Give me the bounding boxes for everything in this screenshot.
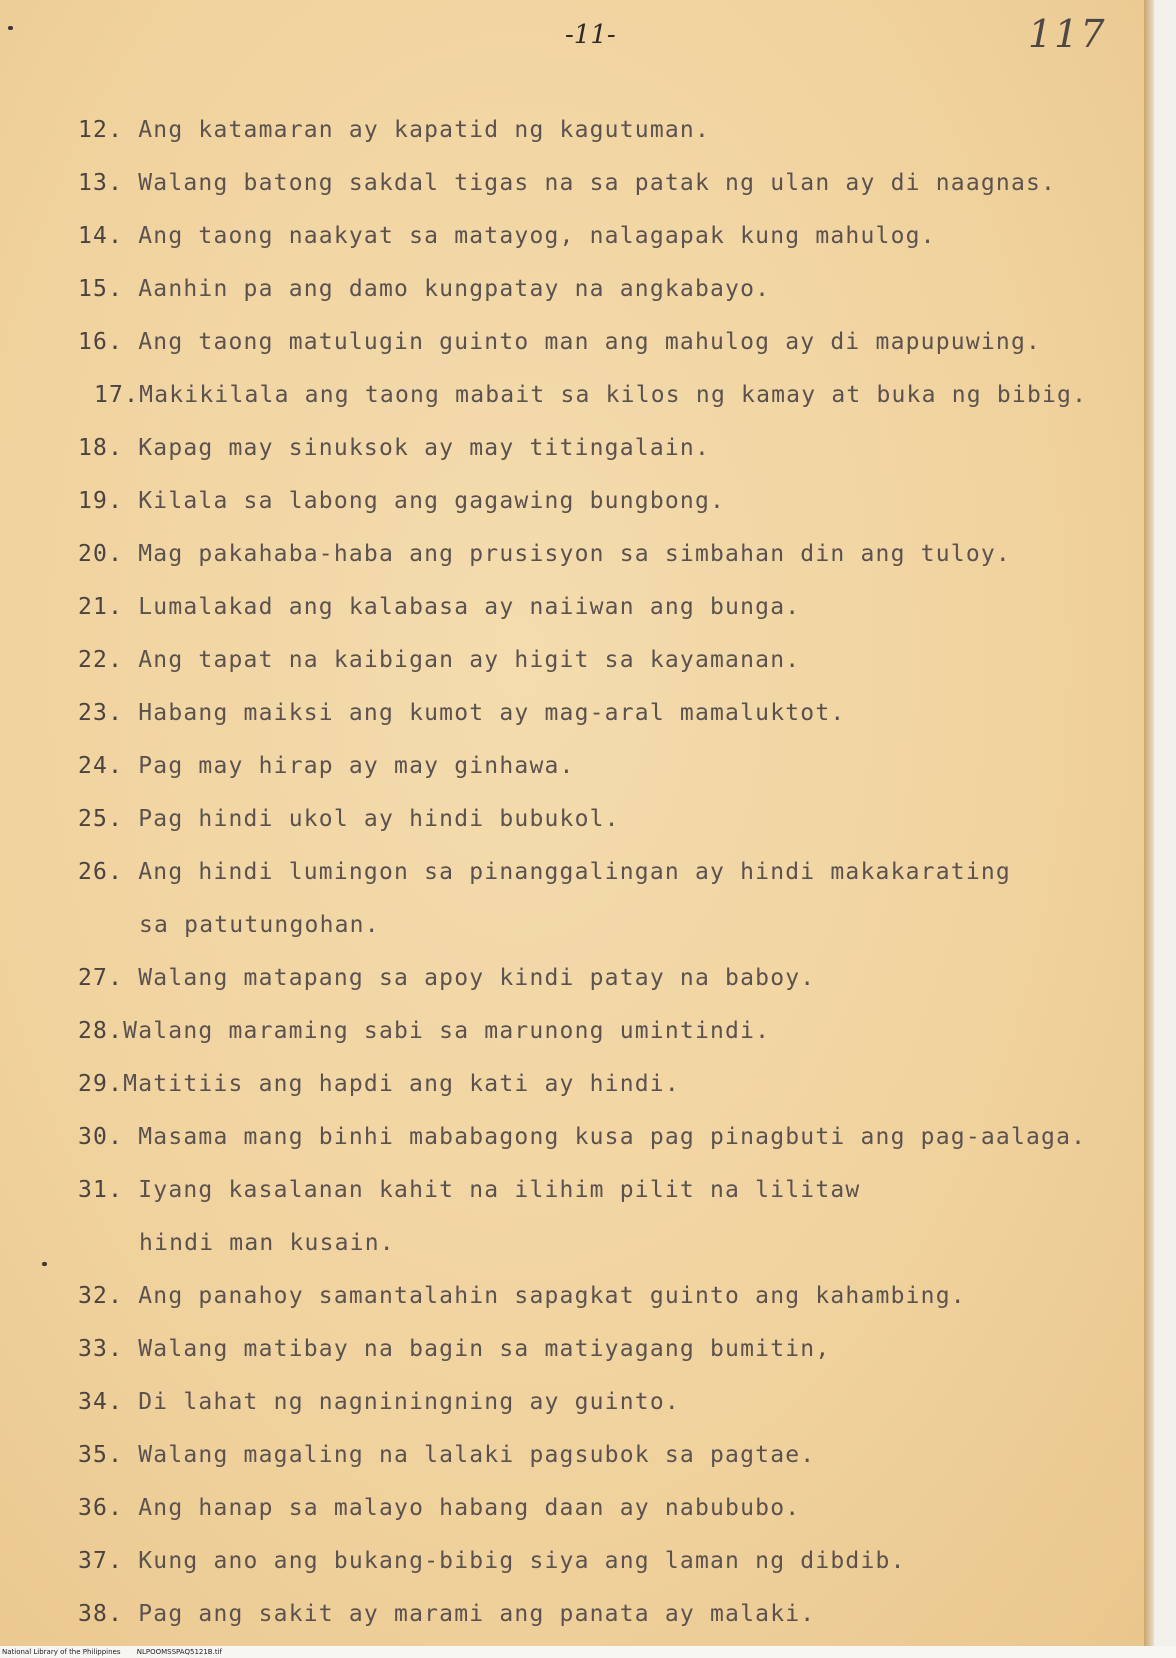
proverb-number: 28. (78, 1018, 124, 1044)
proverb-text: Habang maiksi ang kumot ay mag-aral mamaluktot. (138, 700, 846, 726)
proverb-text: Di lahat ng nagniningning ay guinto. (138, 1389, 680, 1415)
proverb-number: 29. (78, 1071, 124, 1097)
proverb-number: 35. (78, 1442, 124, 1468)
proverb-continuation: sa patutungohan. (139, 912, 380, 938)
proverb-line (78, 528, 1148, 581)
proverb-text: Walang matapang sa apoy kindi patay na baboy. (138, 965, 816, 991)
proverb-line (78, 1058, 1148, 1111)
ink-speck (8, 26, 13, 30)
proverb-line (78, 210, 1148, 263)
proverb-text: Pag may hirap ay may ginhawa. (138, 753, 575, 779)
proverb-line (78, 1005, 1148, 1058)
proverb-text: Pag ang sakit ay marami ang panata ay malaki. (138, 1601, 816, 1627)
proverb-text: Iyang kasalanan kahit na ilihim pilit na lilitaw (138, 1177, 861, 1203)
proverb-number: 12. (78, 117, 124, 143)
proverb-text: Walang matibay na bagin sa matiyagang bumitin, (138, 1336, 831, 1362)
proverb-text: Masama mang binhi mababagong kusa pag pinagbuti ang pag-aalaga. (138, 1124, 1087, 1150)
proverb-line (78, 1588, 1148, 1641)
proverb-text: Pag hindi ukol ay hindi bubukol. (138, 806, 620, 832)
proverb-number: 20. (78, 541, 124, 567)
proverb-line (78, 263, 1148, 316)
proverb-line (78, 1429, 1148, 1482)
proverb-line (78, 316, 1148, 369)
proverb-text: Walang magaling na lalaki pagsubok sa pagtae. (138, 1442, 816, 1468)
proverb-number: 33. (78, 1336, 124, 1362)
proverb-text: Ang hanap sa malayo habang daan ay nabububo. (138, 1495, 801, 1521)
proverb-text: Aanhin pa ang damo kungpatay na angkabayo. (138, 276, 771, 302)
proverb-text: Makikilala ang taong mabait sa kilos ng kamay at buka ng bibig. (139, 382, 1088, 408)
proverb-line (78, 634, 1148, 687)
proverb-text: Ang katamaran ay kapatid ng kagutuman. (138, 117, 711, 143)
proverb-list (78, 104, 1148, 1641)
proverb-number: 32. (78, 1283, 124, 1309)
proverb-text: Mag pakahaba-haba ang prusisyon sa simbahan din ang tuloy. (138, 541, 1011, 567)
proverb-text: Walang batong sakdal tigas na sa patak ng ulan ay di naagnas. (138, 170, 1057, 196)
proverb-line (78, 1270, 1148, 1323)
page-number: -11- (565, 20, 616, 50)
proverb-number: 19. (78, 488, 124, 514)
proverb-number: 15. (78, 276, 124, 302)
folio-number: 117 (1028, 12, 1107, 56)
proverb-text: Ang taong matulugin guinto man ang mahulog ay di mapupuwing. (138, 329, 1042, 355)
proverb-number: 14. (78, 223, 124, 249)
proverb-line (78, 1376, 1148, 1429)
proverb-line (78, 740, 1148, 793)
proverb-line (78, 687, 1148, 740)
footer-institution: National Library of the Philippines (2, 1648, 121, 1656)
proverb-number: 17. (94, 382, 140, 408)
proverb-text: Matitiis ang hapdi ang kati ay hindi. (123, 1071, 680, 1097)
proverb-line (78, 846, 1148, 899)
proverb-number: 22. (78, 647, 124, 673)
footer-file-id: NLPOOMSSPAQ5121B.tif (136, 1648, 222, 1656)
proverb-number: 38. (78, 1601, 124, 1627)
proverb-line (78, 1164, 1148, 1217)
proverb-line (78, 793, 1148, 846)
proverb-number: 27. (78, 965, 124, 991)
proverb-number: 30. (78, 1124, 124, 1150)
proverb-line (78, 1111, 1148, 1164)
proverb-text: Kilala sa labong ang gagawing bungbong. (138, 488, 726, 514)
page-edge-shadow (1144, 0, 1154, 1646)
proverb-number: 36. (78, 1495, 124, 1521)
proverb-continuation: hindi man kusain. (139, 1230, 395, 1256)
proverb-text: Lumalakad ang kalabasa ay naiiwan ang bunga. (138, 594, 801, 620)
proverb-text: Ang panahoy samantalahin sapagkat guinto ang kahambing. (138, 1283, 966, 1309)
proverb-number: 16. (78, 329, 124, 355)
proverb-number: 37. (78, 1548, 124, 1574)
proverb-number: 21. (78, 594, 124, 620)
proverb-text: Ang tapat na kaibigan ay higit sa kayamanan. (138, 647, 801, 673)
proverb-text: Ang taong naakyat sa matayog, nalagapak kung mahulog. (138, 223, 936, 249)
proverb-number: 23. (78, 700, 124, 726)
proverb-number: 34. (78, 1389, 124, 1415)
proverb-text: Walang maraming sabi sa marunong umintindi. (123, 1018, 771, 1044)
proverb-number: 26. (78, 859, 124, 885)
proverb-line (78, 581, 1148, 634)
proverb-line (78, 475, 1148, 528)
proverb-line (78, 952, 1148, 1005)
proverb-line (78, 1535, 1148, 1588)
proverb-number: 18. (78, 435, 124, 461)
proverb-line (78, 1323, 1148, 1376)
proverb-line (78, 369, 1148, 422)
ink-speck (42, 1262, 47, 1266)
proverb-text: Kung ano ang bukang-bibig siya ang laman ng dibdib. (138, 1548, 906, 1574)
proverb-text: Ang hindi lumingon sa pinanggalingan ay hindi makakarating (138, 859, 1011, 885)
proverb-line (78, 422, 1148, 475)
proverb-line (78, 104, 1148, 157)
proverb-line (78, 157, 1148, 210)
proverb-text: Kapag may sinuksok ay may titingalain. (138, 435, 711, 461)
proverb-number: 24. (78, 753, 124, 779)
scan-footer (0, 1646, 1176, 1658)
proverb-line (78, 1482, 1148, 1535)
proverb-number: 31. (78, 1177, 124, 1203)
proverb-number: 25. (78, 806, 124, 832)
proverb-number: 13. (78, 170, 124, 196)
